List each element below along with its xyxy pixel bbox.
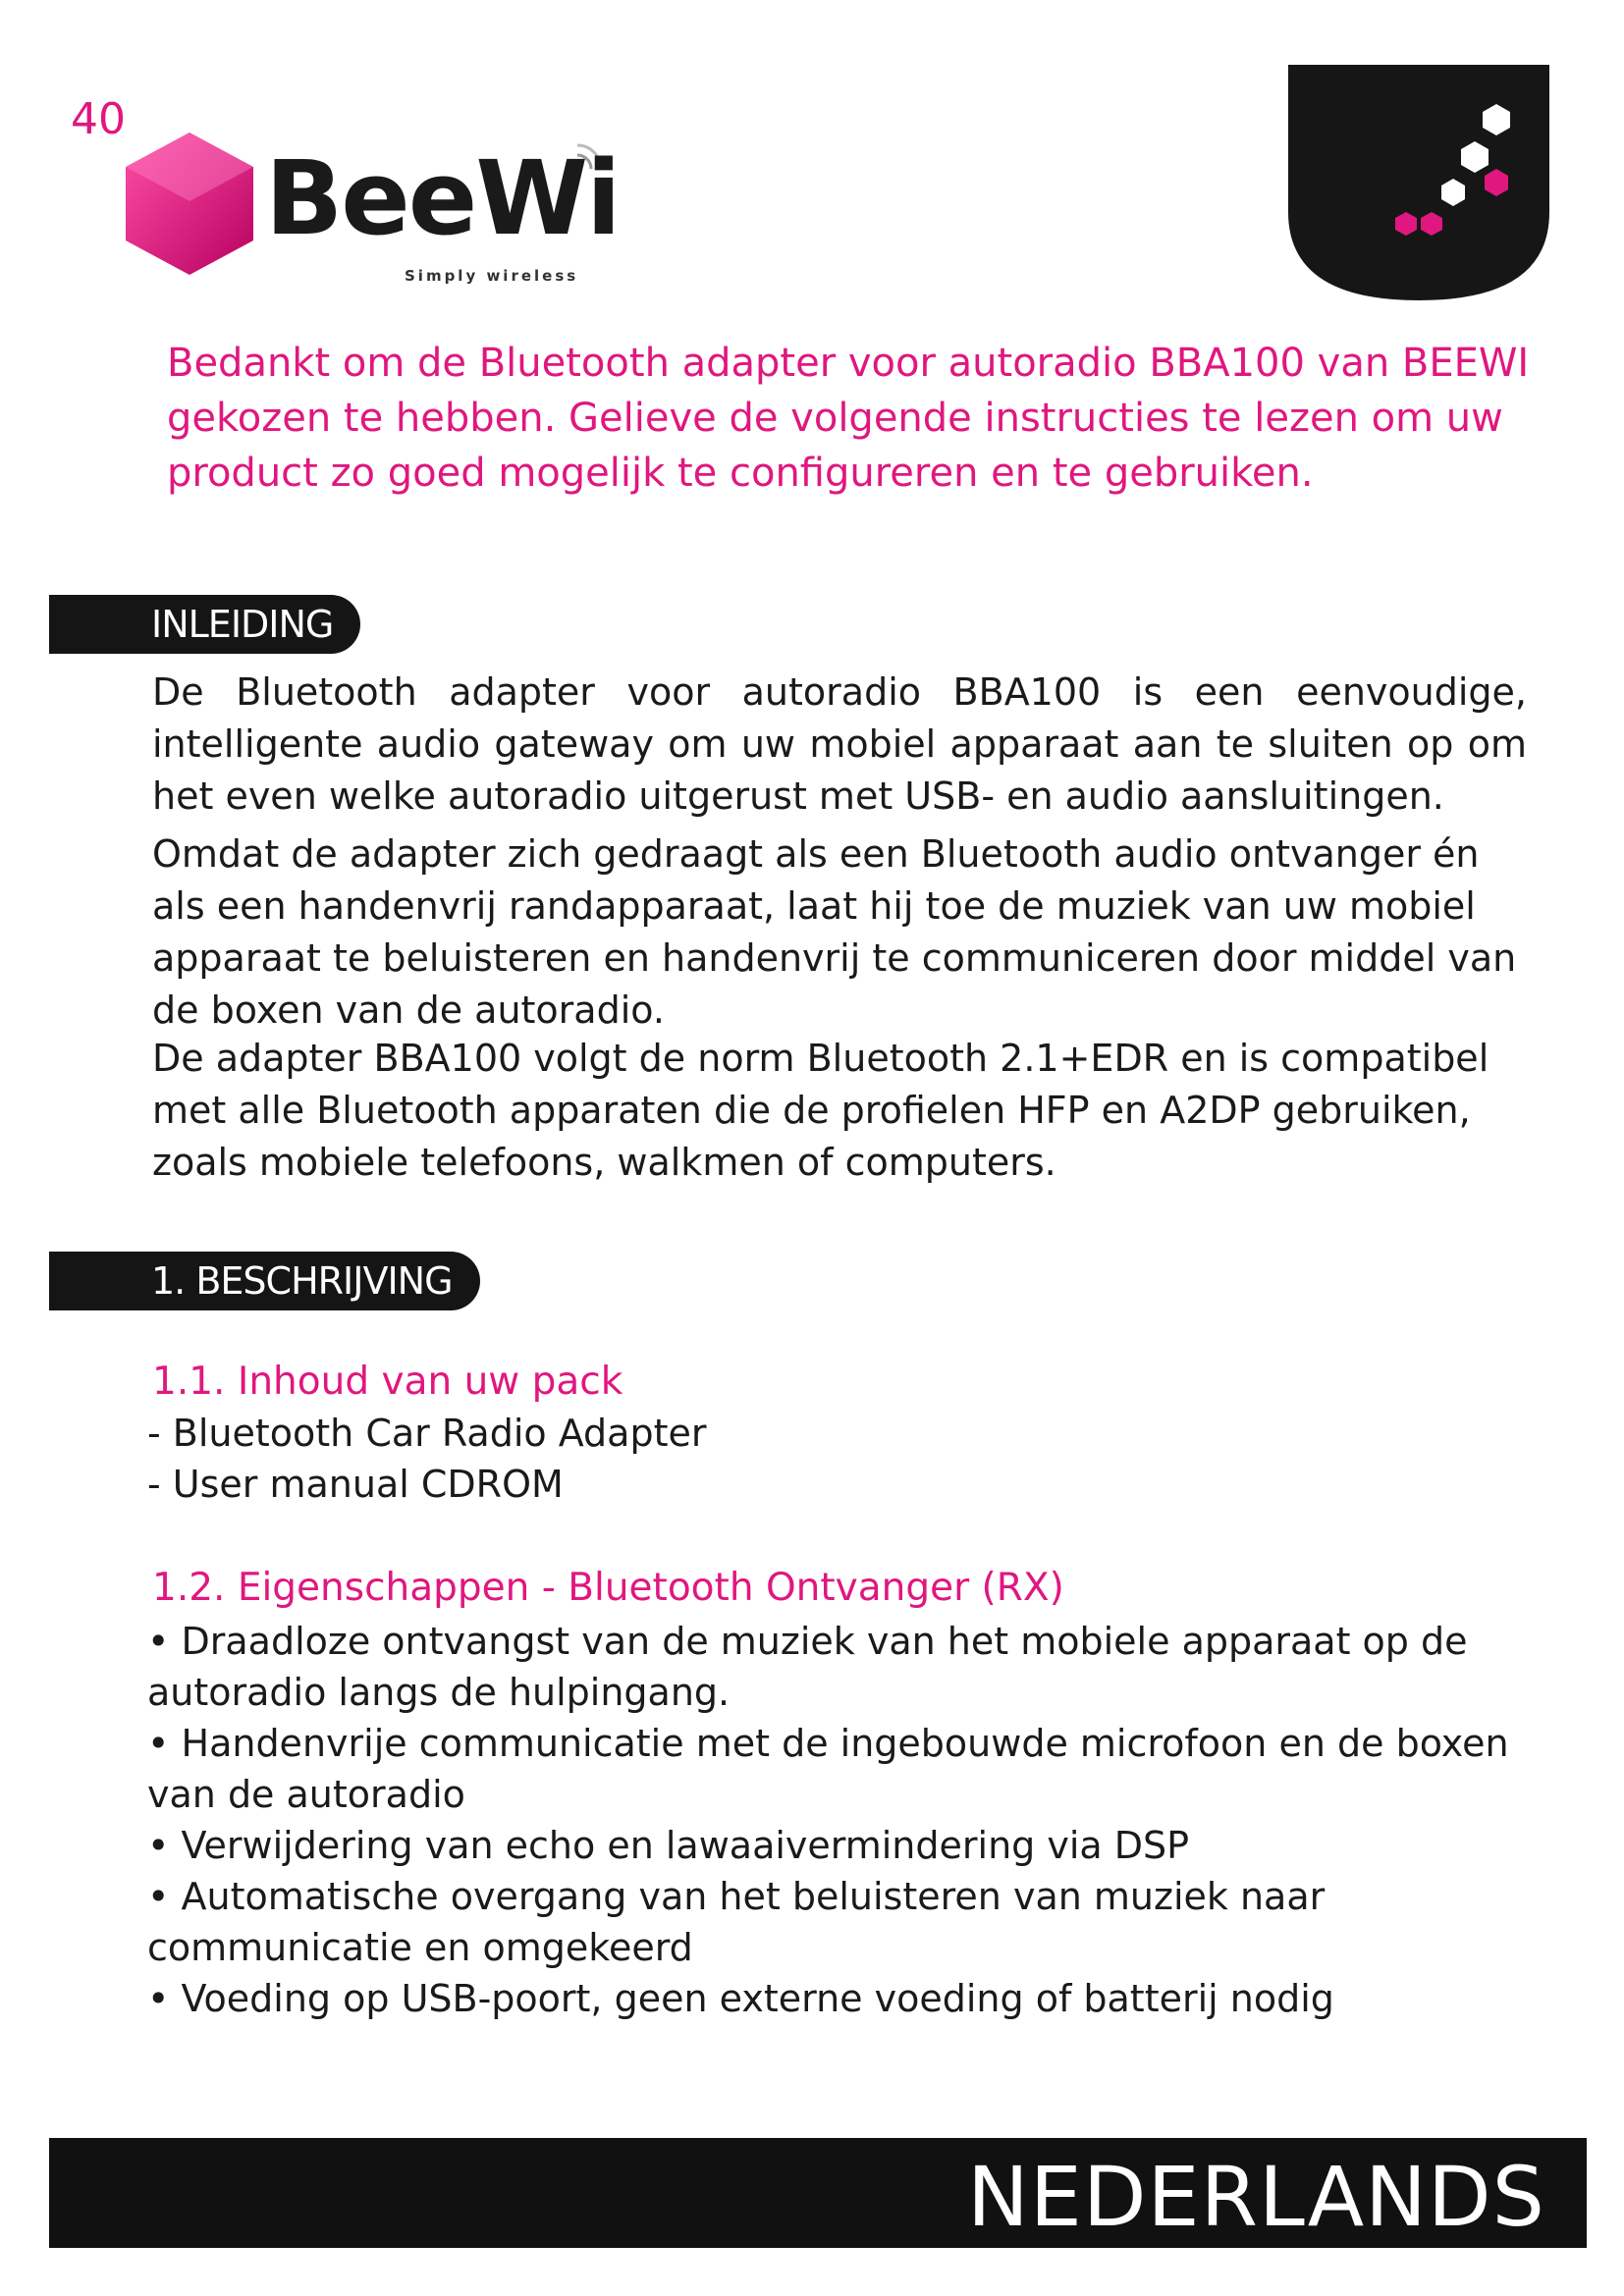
- pack-contents-list: [147, 1408, 1542, 1510]
- list-item: • Draadloze ontvangst van de muziek van het mobiele apparaat op de autoradio langs de hulpingang.: [147, 1620, 1468, 1714]
- list-item: • Handenvrije communicatie met de ingebouwde microfoon en de boxen van de autoradio: [147, 1722, 1509, 1816]
- list-item: - Bluetooth Car Radio Adapter: [147, 1412, 707, 1455]
- brand-wordmark: BeeWi: [265, 138, 620, 258]
- section-heading-beschrijving: 1. BESCHRIJVING: [49, 1252, 480, 1310]
- inleiding-paragraph-2: Omdat de adapter zich gedraagt als een Bluetooth audio ontvanger én als een handenvrij randapparaat, laat hij toe de muziek van uw mobiel apparaat te beluisteren en handenvrij te communiceren door middel van de boxen van de autoradio.: [152, 832, 1517, 1032]
- list-item: • Voeding op USB-poort, geen externe voeding of batterij nodig: [147, 1977, 1334, 2020]
- hexagon-emblem-icon: [1288, 65, 1549, 300]
- list-item: • Automatische overgang van het beluisteren van muziek naar communicatie en omgekeerd: [147, 1875, 1326, 1969]
- list-item: - User manual CDROM: [147, 1463, 564, 1506]
- inleiding-paragraph-1: De Bluetooth adapter voor autoradio BBA100 is een eenvoudige, intelligente audio gateway om uw mobiel apparaat aan te sluiten op om het even welke autoradio uitgerust met USB- en audio aansluitingen.: [152, 670, 1527, 818]
- features-list: [147, 1616, 1542, 2024]
- intro-text: Bedankt om de Bluetooth adapter voor autoradio BBA100 van BEEWI gekozen te hebben. Gelieve de volgende instructies te lezen om uw product zo goed mogelijk te configureren en te gebruiken.: [167, 341, 1530, 496]
- features-heading: 1.2. Eigenschappen - Bluetooth Ontvanger (RX): [152, 1566, 1064, 1610]
- inleiding-paragraph-3: De adapter BBA100 volgt de norm Bluetooth 2.1+EDR en is compatibel met alle Bluetooth apparaten die de profielen HFP en A2DP gebruiken, zoals mobiele telefoons, walkmen of computers.: [152, 1037, 1489, 1184]
- footer-language-label: NEDERLANDS: [966, 2149, 1545, 2245]
- section-heading-inleiding: INLEIDING: [49, 595, 360, 654]
- pack-contents-heading: 1.1. Inhoud van uw pack: [152, 1360, 623, 1404]
- page-number: 40: [71, 94, 126, 144]
- brand-tagline: Simply wireless: [405, 267, 579, 285]
- list-item: • Verwijdering van echo en lawaaivermindering via DSP: [147, 1824, 1190, 1867]
